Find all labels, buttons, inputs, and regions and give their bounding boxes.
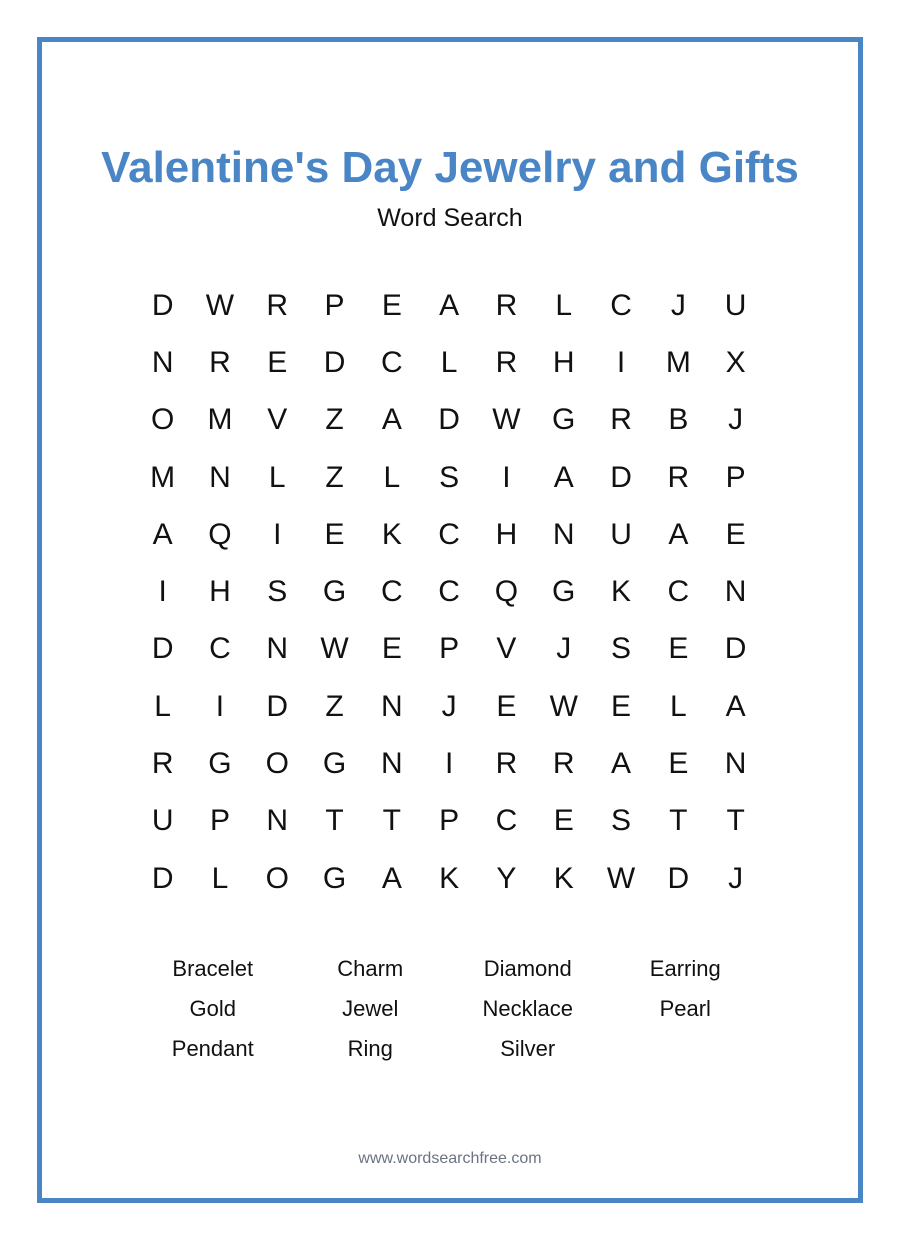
grid-cell[interactable]: E xyxy=(668,747,689,781)
grid-cell[interactable]: H xyxy=(209,575,231,609)
puzzle-subtitle: Word Search xyxy=(377,204,523,232)
grid-cell[interactable]: N xyxy=(724,747,747,781)
grid-cell[interactable]: C xyxy=(209,632,231,666)
grid-cell[interactable]: A xyxy=(381,403,402,437)
grid-cell[interactable]: M xyxy=(150,460,176,494)
grid-cell[interactable]: G xyxy=(552,403,576,437)
grid-cell[interactable]: S xyxy=(267,575,288,609)
grid-cell[interactable]: B xyxy=(668,403,689,437)
grid-cell[interactable]: J xyxy=(728,403,744,437)
grid-cell[interactable]: L xyxy=(669,689,687,723)
word-list-item: Necklace xyxy=(482,996,573,1021)
grid-cell[interactable]: R xyxy=(552,747,575,781)
grid-cell[interactable]: J xyxy=(670,288,686,322)
grid-cell[interactable]: E xyxy=(381,632,402,666)
grid-cell[interactable]: R xyxy=(266,288,289,322)
grid-cell[interactable]: A xyxy=(725,689,746,723)
grid-cell[interactable]: J xyxy=(728,861,744,895)
grid-cell[interactable]: R xyxy=(495,747,518,781)
grid-cell[interactable]: E xyxy=(267,345,288,379)
grid-cell[interactable]: E xyxy=(611,689,632,723)
grid-cell[interactable]: T xyxy=(382,804,401,838)
grid-cell[interactable]: K xyxy=(611,575,632,609)
grid-cell[interactable]: S xyxy=(611,804,632,838)
word-list-item: Pendant xyxy=(171,1036,254,1061)
grid-cell[interactable]: M xyxy=(665,345,691,379)
grid-cell[interactable]: G xyxy=(208,747,232,781)
grid-cell[interactable]: P xyxy=(209,804,230,838)
word-list-item: Ring xyxy=(347,1036,393,1061)
grid-cell[interactable]: I xyxy=(502,460,511,494)
grid-cell[interactable]: N xyxy=(209,460,231,494)
grid-cell[interactable]: M xyxy=(207,403,233,437)
grid-cell[interactable]: E xyxy=(381,288,402,322)
grid-cell[interactable]: P xyxy=(324,288,345,322)
grid-cell[interactable]: C xyxy=(381,345,403,379)
grid-cell[interactable]: D xyxy=(438,403,460,437)
grid-cell[interactable]: L xyxy=(383,460,401,494)
grid-cell[interactable]: Z xyxy=(325,460,344,494)
grid-cell[interactable]: C xyxy=(610,288,632,322)
grid-cell[interactable]: W xyxy=(320,632,349,666)
letter-grid xyxy=(134,277,765,907)
grid-cell[interactable]: P xyxy=(725,460,746,494)
grid-cell[interactable]: A xyxy=(381,861,402,895)
grid-cell[interactable]: Z xyxy=(325,689,344,723)
grid-cell[interactable]: O xyxy=(265,747,289,781)
puzzle-title: Valentine's Day Jewelry and Gifts xyxy=(101,143,799,192)
grid-cell[interactable]: D xyxy=(151,632,174,666)
grid-cell[interactable]: A xyxy=(152,517,173,551)
word-list-item: Gold xyxy=(189,996,236,1021)
grid-cell[interactable]: W xyxy=(549,689,578,723)
grid-cell[interactable]: W xyxy=(606,861,636,895)
grid-cell[interactable]: N xyxy=(266,804,289,838)
grid-cell[interactable]: J xyxy=(441,689,457,723)
grid-cell[interactable]: C xyxy=(438,517,460,551)
grid-cell[interactable]: N xyxy=(552,517,575,551)
word-list xyxy=(134,954,764,1074)
grid-cell[interactable]: L xyxy=(555,288,573,322)
grid-cell[interactable]: A xyxy=(611,747,632,781)
grid-cell[interactable]: L xyxy=(211,861,229,895)
grid-cell[interactable]: G xyxy=(322,861,347,895)
grid-cell[interactable]: O xyxy=(265,861,289,895)
word-list-item: Diamond xyxy=(483,956,572,981)
grid-cell[interactable]: V xyxy=(496,632,517,666)
grid-cell[interactable]: E xyxy=(668,632,689,666)
grid-cell[interactable]: N xyxy=(266,632,289,666)
grid-cell[interactable]: N xyxy=(381,689,403,723)
grid-cell[interactable]: K xyxy=(439,861,460,895)
grid-cell[interactable]: T xyxy=(669,804,688,838)
grid-cell[interactable]: E xyxy=(725,517,746,551)
grid-cell[interactable]: U xyxy=(724,288,747,322)
grid-cell[interactable]: E xyxy=(324,517,345,551)
grid-cell[interactable]: U xyxy=(610,517,632,551)
grid-cell[interactable]: Q xyxy=(208,517,232,551)
grid-cell[interactable]: R xyxy=(209,345,231,379)
grid-cell[interactable]: X xyxy=(725,345,746,379)
grid-cell[interactable]: S xyxy=(439,460,460,494)
grid-cell[interactable]: D xyxy=(724,632,747,666)
word-list-item: Charm xyxy=(337,956,404,981)
grid-cell[interactable]: R xyxy=(495,288,518,322)
grid-cell[interactable]: U xyxy=(151,804,174,838)
grid-cell[interactable]: V xyxy=(267,403,288,437)
grid-cell[interactable]: C xyxy=(495,804,518,838)
word-list-item: Silver xyxy=(500,1036,556,1061)
grid-cell[interactable]: D xyxy=(151,861,174,895)
grid-cell[interactable]: L xyxy=(154,689,171,723)
grid-cell[interactable]: N xyxy=(151,345,174,379)
grid-cell[interactable]: N xyxy=(381,747,403,781)
grid-cell[interactable]: H xyxy=(552,345,575,379)
grid-cell[interactable]: H xyxy=(495,517,518,551)
grid-cell[interactable]: E xyxy=(496,689,517,723)
grid-cell[interactable]: G xyxy=(322,747,347,781)
grid-cell[interactable]: E xyxy=(553,804,574,838)
grid-cell[interactable]: D xyxy=(151,288,174,322)
grid-cell[interactable]: T xyxy=(325,804,344,838)
grid-cell[interactable]: G xyxy=(552,575,576,609)
grid-cell[interactable]: P xyxy=(439,804,460,838)
grid-cell[interactable]: S xyxy=(611,632,632,666)
grid-cell[interactable]: D xyxy=(266,689,289,723)
footer-website: www.wordsearchfree.com xyxy=(358,1150,542,1167)
grid-cell[interactable]: C xyxy=(667,575,690,609)
grid-cell[interactable]: R xyxy=(610,403,632,437)
grid-cell[interactable]: A xyxy=(439,288,460,322)
grid-cell[interactable]: W xyxy=(205,288,235,322)
word-list-item: Earring xyxy=(649,956,721,981)
grid-cell[interactable]: I xyxy=(444,747,454,781)
grid-cell[interactable]: Y xyxy=(496,861,517,895)
grid-cell[interactable]: R xyxy=(151,747,174,781)
grid-cell[interactable]: L xyxy=(268,460,286,494)
word-list-item: Jewel xyxy=(342,996,399,1021)
grid-cell[interactable]: I xyxy=(158,575,167,609)
grid-cell[interactable]: A xyxy=(553,460,574,494)
word-list-item: Pearl xyxy=(659,996,711,1021)
grid-cell[interactable]: D xyxy=(323,345,346,379)
grid-cell[interactable]: R xyxy=(495,345,518,379)
grid-cell[interactable]: L xyxy=(440,345,458,379)
grid-cell[interactable]: N xyxy=(724,575,747,609)
grid-cell[interactable]: I xyxy=(616,345,626,379)
grid-cell[interactable]: R xyxy=(667,460,690,494)
grid-cell[interactable]: I xyxy=(273,517,282,551)
grid-cell[interactable]: O xyxy=(150,403,175,437)
grid-cell[interactable]: I xyxy=(215,689,225,723)
grid-cell[interactable]: A xyxy=(668,517,689,551)
grid-cell[interactable]: K xyxy=(553,861,574,895)
grid-cell[interactable]: C xyxy=(381,575,403,609)
grid-cell[interactable]: D xyxy=(610,460,632,494)
grid-cell[interactable]: D xyxy=(667,861,690,895)
grid-cell[interactable]: T xyxy=(726,804,745,838)
word-list-item: Bracelet xyxy=(172,956,254,981)
grid-cell[interactable]: K xyxy=(381,517,402,551)
grid-cell[interactable]: C xyxy=(438,575,460,609)
grid-cell[interactable]: P xyxy=(439,632,460,666)
grid-cell[interactable]: Z xyxy=(325,403,344,437)
grid-cell[interactable]: Q xyxy=(494,575,519,609)
grid-cell[interactable]: W xyxy=(492,403,521,437)
grid-cell[interactable]: J xyxy=(556,632,572,666)
grid-cell[interactable]: G xyxy=(322,575,347,609)
